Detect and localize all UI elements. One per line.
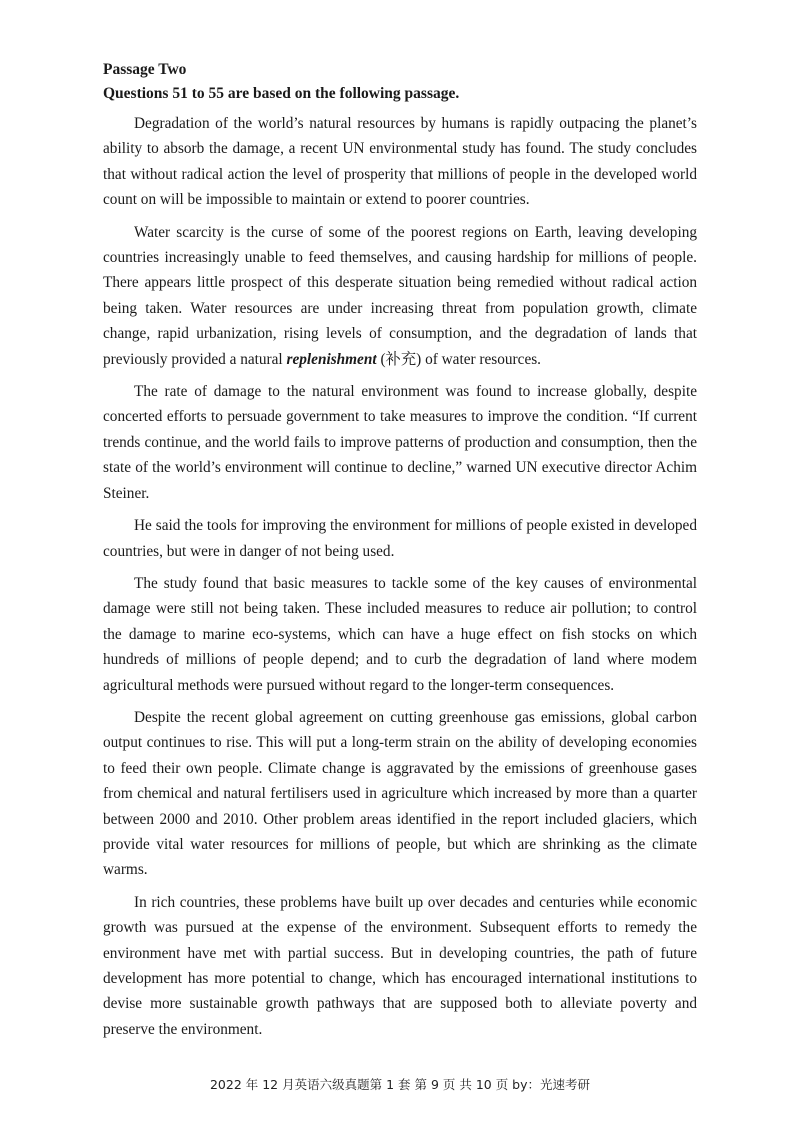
paragraph-7: In rich countries, these problems have built up over decades and centuries while economic growth was pursued at the expense of the environment. Subsequent efforts to remedy the environment have met with partial success. But in developing countries, the path of future development has more potential to change, which has encouraged international institutions to devise more sustainable growth pathways that are supposed both to alleviate poverty and preserve the environment. bbox=[103, 893, 697, 1038]
instructions: Questions 51 to 55 are based on the following passage. bbox=[103, 85, 460, 102]
paragraph-6: Despite the recent global agreement on cutting greenhouse gas emissions, global carbon output continues to rise. This will put a long-term strain on the ability of developing economies to feed their own people. Climate change is aggravated by the emissions of greenhouse gases from chemical and natural fertilisers used in agriculture which increased by more than a quarter between 2000 and 2010. Other problem areas identified in the report included glaciers, which provide vital water resources for millions of people, but which are shrinking as the climate warms. bbox=[103, 708, 697, 879]
paragraph-2-text: Water scarcity is the curse of some of the poorest regions on Earth, leaving developing countries increasingly unable to feed themselves, and causing hardship for millions of people. There appears little prospect of this desperate situation being remedied without radical action being taken. Water resources are under increasing threat from population growth, climate change, rapid urbanization, rising levels of consumption, and the degradation of lands that previously provided a natural bbox=[103, 223, 697, 368]
paragraph-1: Degradation of the world’s natural resources by humans is rapidly outpacing the planet’s ability to absorb the damage, a recent UN environmental study has found. The study concludes that without radical action the level of prosperity that millions of people in the developed world count on will be impossible to maintain or extend to poorer countries. bbox=[103, 115, 697, 209]
paragraph-2-tail: of water resources. bbox=[425, 350, 542, 368]
highlighted-term: replenishment bbox=[286, 350, 377, 368]
paragraph-3: The rate of damage to the natural environment was found to increase globally, despite concerted efforts to persuade government to take measures to improve the condition. “If current trends continue, and the world fails to improve patterns of production and consumption, then the state of the world’s environment will continue to decline,” warned UN executive director Achim Steiner. bbox=[103, 383, 697, 502]
page-footer: 2022 年 12 月英语六级真题第 1 套 第 9 页 共 10 页 by：光速考研 bbox=[209, 1077, 591, 1092]
paragraph-2 bbox=[103, 220, 697, 372]
paragraph-5: The study found that basic measures to tackle some of the key causes of environmental damage were still not being taken. These included measures to reduce air pollution; to control the damage to marine eco-systems, which can have a huge effect on fish stocks on which hundreds of millions of people depend; and to curb the degradation of land where modem agricultural methods were pursued without regard to the longer-term consequences. bbox=[103, 574, 697, 694]
passage-page bbox=[103, 58, 697, 1049]
term-gloss: (补充) bbox=[380, 350, 422, 368]
paragraph-4: He said the tools for improving the environment for millions of people existed in developed countries, but were in danger of not being used. bbox=[103, 517, 697, 560]
section-title: Passage Two bbox=[103, 61, 187, 78]
